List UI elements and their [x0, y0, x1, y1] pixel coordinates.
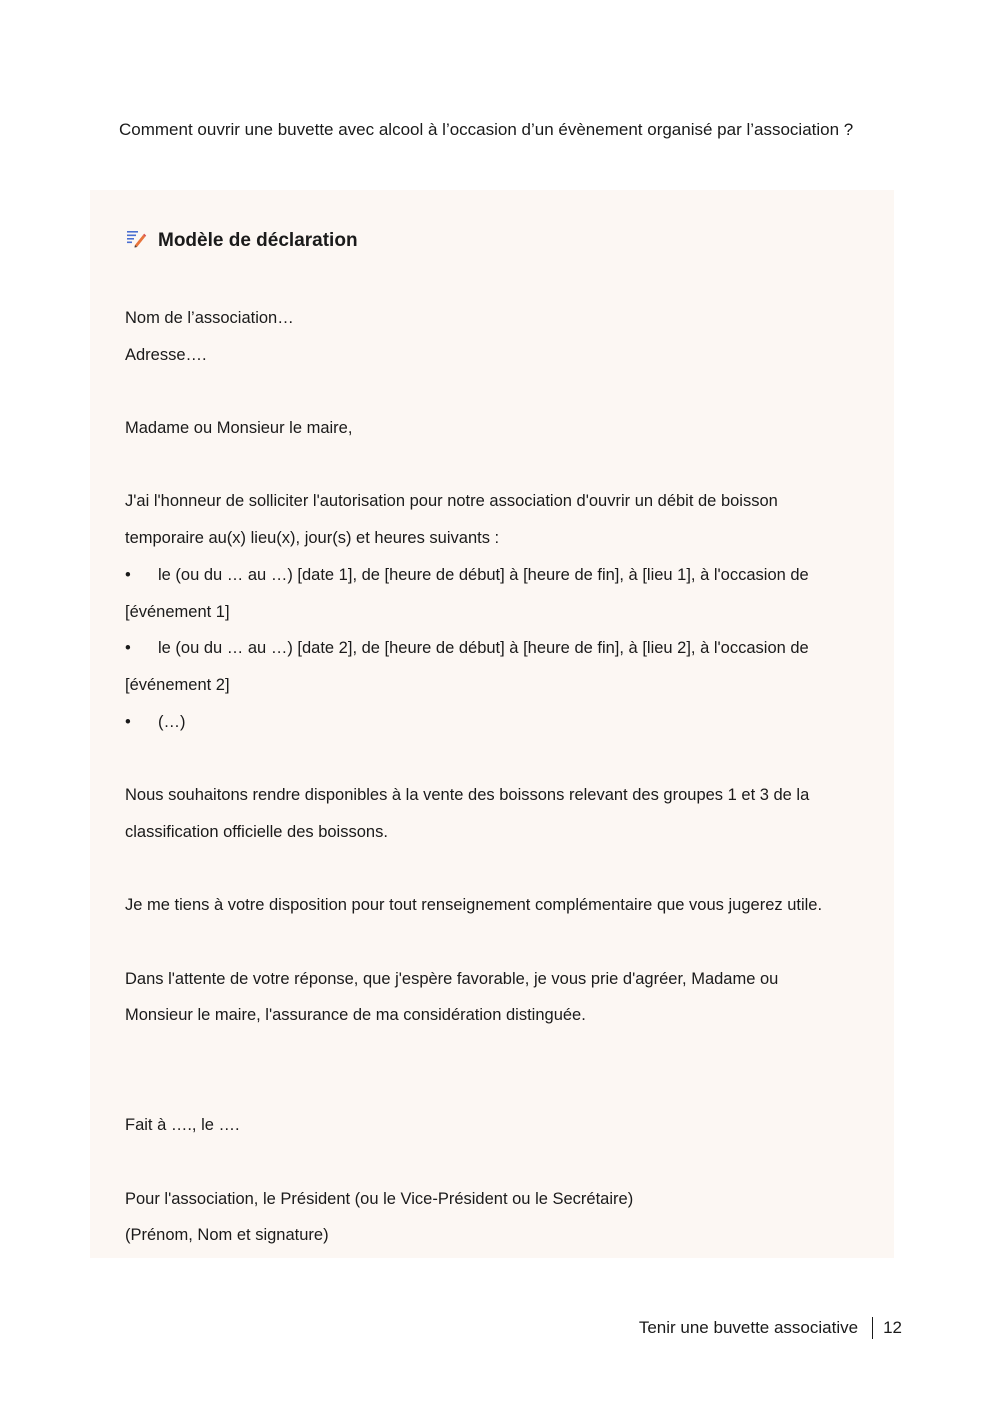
place-date-line: Fait à …., le …. — [125, 1116, 240, 1135]
list-item-continuation: [événement 1] — [125, 602, 230, 621]
bullet-marker: • — [125, 639, 131, 658]
box-title — [125, 228, 358, 254]
list-item-continuation: [événement 2] — [125, 676, 230, 694]
page-footer — [639, 1316, 902, 1340]
signatory-line: Pour l'association, le Président (ou le Vice-Président ou le Secrétaire) — [125, 1189, 634, 1208]
drinks-line-2: classification officielle des boissons. — [125, 822, 388, 841]
disposition-line: Je me tiens à votre disposition pour tout renseignement complémentaire que vous jugerez utile. — [125, 896, 823, 915]
page-heading: Comment ouvrir une buvette avec alcool à l’occasion d’un évènement organisé par l’association ? — [119, 120, 854, 139]
page-number: 12 — [883, 1318, 902, 1337]
closing-line-1: Dans l'attente de votre réponse, que j'espère favorable, je vous prie d'agréer, Madame ou — [125, 969, 779, 988]
memo-icon — [125, 228, 147, 250]
signature-line: (Prénom, Nom et signature) — [125, 1226, 329, 1245]
declaration-template-box — [90, 190, 894, 1258]
list-item — [125, 557, 885, 594]
closing-line-2: Monsieur le maire, l'assurance de ma considération distinguée. — [125, 1006, 586, 1025]
list-item-text: le (ou du … au …) [date 2], de [heure de début] à [heure de fin], à [lieu 2], à l'occasion de — [158, 639, 809, 658]
list-item-text: le (ou du … au …) [date 1], de [heure de début] à [heure de fin], à [lieu 1], à l'occasion de — [158, 565, 809, 584]
drinks-line-1: Nous souhaitons rendre disponibles à la vente des boissons relevant des groupes 1 et 3 de la — [125, 786, 810, 805]
list-item — [125, 630, 885, 667]
bullet-marker: • — [125, 712, 131, 731]
request-line-2: temporaire au(x) lieu(x), jour(s) et heures suivants : — [125, 529, 500, 548]
salutation-line: Madame ou Monsieur le maire, — [125, 419, 353, 438]
box-title-text: Modèle de déclaration — [158, 230, 358, 251]
bullet-marker: • — [125, 565, 131, 584]
address-line: Adresse…. — [125, 345, 207, 364]
footer-doc-title: Tenir une buvette associative — [638, 1318, 859, 1337]
association-name-line: Nom de l’association… — [125, 309, 294, 327]
list-item — [125, 704, 885, 741]
request-line-1: J'ai l'honneur de solliciter l'autorisation pour notre association d'ouvrir un débit de boisson — [125, 492, 778, 511]
footer-divider — [872, 1317, 873, 1339]
list-item-text: (…) — [158, 712, 186, 731]
letter-body — [125, 300, 885, 1254]
